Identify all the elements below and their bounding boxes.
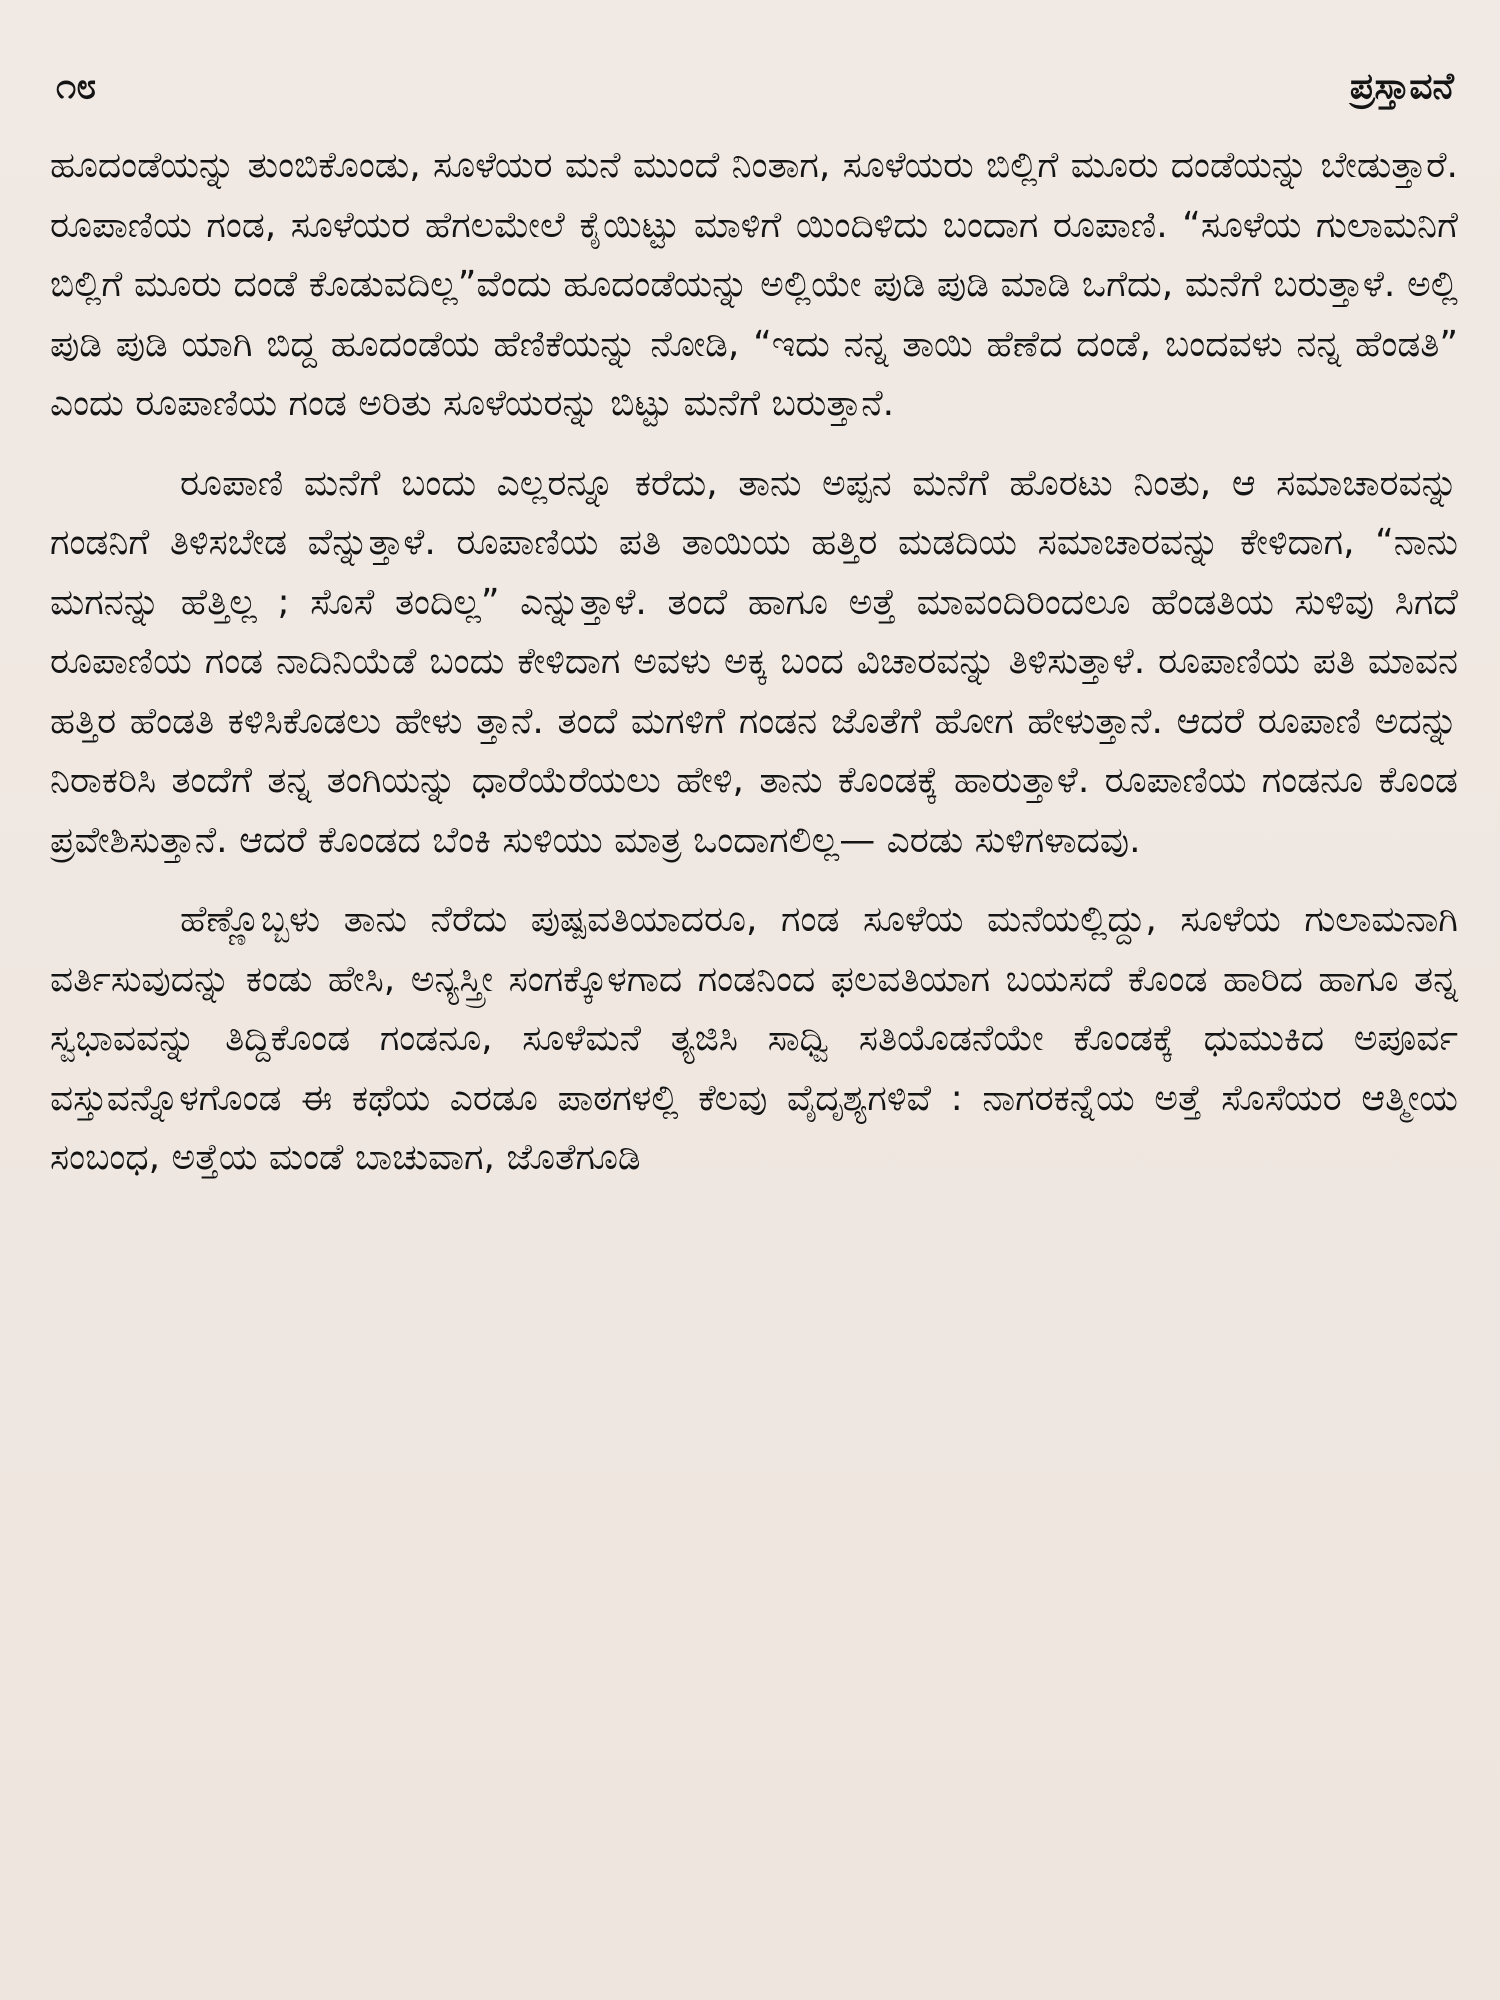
paragraph-1: ಹೂದಂಡೆಯನ್ನು ತುಂಬಿಕೊಂಡು, ಸೂಳೆಯರ ಮನೆ ಮುಂದೆ ನಿಂತಾಗ, ಸೂಳೆಯರು ಬಿಲ್ಲಿಗೆ ಮೂರು ದಂಡೆಯನ್ನು ಬೇಡುತ್ತಾರೆ. ರೂಪಾಣಿಯ ಗಂಡ, ಸೂಳೆಯರ ಹೆಗಲಮೇಲೆ ಕೈಯಿಟ್ಟು ಮಾಳಿಗೆ ಯಿಂದಿಳಿದು ಬಂದಾಗ ರೂಪಾಣಿ. “ಸೂಳೆಯ ಗುಲಾಮನಿಗೆ ಬಿಲ್ಲಿಗೆ ಮೂರು ದಂಡೆ ಕೊಡುವದಿಲ್ಲ”ವೆಂದು ಹೂದಂಡೆಯನ್ನು ಅಲ್ಲಿಯೇ ಪುಡಿ ಪುಡಿ ಮಾಡಿ ಒಗೆದು, ಮನೆಗೆ ಬರುತ್ತಾಳೆ. ಅಲ್ಲಿ ಪುಡಿ ಪುಡಿ ಯಾಗಿ ಬಿದ್ದ ಹೂದಂಡೆಯ ಹೆಣಿಕೆಯನ್ನು ನೋಡಿ, “ಇದು ನನ್ನ ತಾಯಿ ಹೆಣೆದ ದಂಡೆ, ಬಂದವಳು ನನ್ನ ಹೆಂಡತಿ” ಎಂದು ರೂಪಾಣಿಯ ಗಂಡ ಅರಿತು ಸೂಳೆಯರನ್ನು ಬಿಟ್ಟು ಮನೆಗೆ ಬರುತ್ತಾನೆ. — [50, 145, 1458, 424]
page-number: ೧೮ — [56, 66, 97, 107]
paragraph-3: ಹೆಣ್ಣೊಬ್ಬಳು ತಾನು ನೆರೆದು ಪುಷ್ಪವತಿಯಾದರೂ, ಗಂಡ ಸೂಳೆಯ ಮನೆಯಲ್ಲಿದ್ದು, ಸೂಳೆಯ ಗುಲಾಮನಾಗಿ ವರ್ತಿಸುವುದನ್ನು ಕಂಡು ಹೇಸಿ, ಅನ್ಯಸ್ತ್ರೀ ಸಂಗಕ್ಕೊಳಗಾದ ಗಂಡನಿಂದ ಫಲವತಿಯಾಗ ಬಯಸದೆ ಕೊಂಡ ಹಾರಿದ ಹಾಗೂ ತನ್ನ ಸ್ವಭಾವವನ್ನು ತಿದ್ದಿಕೊಂಡ ಗಂಡನೂ, ಸೂಳೆಮನೆ ತ್ಯಜಿಸಿ ಸಾಧ್ವಿ ಸತಿಯೊಡನೆಯೇ ಕೊಂಡಕ್ಕೆ ಧುಮುಕಿದ ಅಪೂರ್ವ ವಸ್ತುವನ್ನೊಳಗೊಂಡ ಈ ಕಥೆಯ ಎರಡೂ ಪಾಠಗಳಲ್ಲಿ ಕೆಲವು ವೈದೃಶ್ಯಗಳಿವೆ : ನಾಗರಕನ್ನೆಯ ಅತ್ತೆ ಸೊಸೆಯರ ಆತ್ಮೀಯ ಸಂಬಂಧ, ಅತ್ತೆಯ ಮಂಡೆ ಬಾಚುವಾಗ, ಜೊತೆಗೂಡಿ — [50, 899, 1458, 1178]
running-title: ಪ್ರಸ್ತಾವನೆ — [1349, 66, 1454, 107]
paragraph-2: ರೂಪಾಣಿ ಮನೆಗೆ ಬಂದು ಎಲ್ಲರನ್ನೂ ಕರೆದು, ತಾನು ಅಪ್ಪನ ಮನೆಗೆ ಹೊರಟು ನಿಂತು, ಆ ಸಮಾಚಾರವನ್ನು ಗಂಡನಿಗೆ ತಿಳಿಸಬೇಡ ವೆನ್ನುತ್ತಾಳೆ. ರೂಪಾಣಿಯ ಪತಿ ತಾಯಿಯ ಹತ್ತಿರ ಮಡದಿಯ ಸಮಾಚಾರವನ್ನು ಕೇಳಿದಾಗ, “ನಾನು ಮಗನನ್ನು ಹೆತ್ತಿಲ್ಲ ; ಸೊಸೆ ತಂದಿಲ್ಲ” ಎನ್ನುತ್ತಾಳೆ. ತಂದೆ ಹಾಗೂ ಅತ್ತೆ ಮಾವಂದಿರಿಂದಲೂ ಹೆಂಡತಿಯ ಸುಳಿವು ಸಿಗದೆ ರೂಪಾಣಿಯ ಗಂಡ ನಾದಿನಿಯೆಡೆ ಬಂದು ಕೇಳಿದಾಗ ಅವಳು ಅಕ್ಕ ಬಂದ ವಿಚಾರವನ್ನು ತಿಳಿಸುತ್ತಾಳೆ. ರೂಪಾಣಿಯ ಪತಿ ಮಾವನ ಹತ್ತಿರ ಹೆಂಡತಿ ಕಳಿಸಿಕೊಡಲು ಹೇಳು ತ್ತಾನೆ. ತಂದೆ ಮಗಳಿಗೆ ಗಂಡನ ಜೊತೆಗೆ ಹೋಗ ಹೇಳುತ್ತಾನೆ. ಆದರೆ ರೂಪಾಣಿ ಅದನ್ನು ನಿರಾಕರಿಸಿ ತಂದೆಗೆ ತನ್ನ ತಂಗಿಯನ್ನು ಧಾರೆಯೆರೆಯಲು ಹೇಳಿ, ತಾನು ಕೊಂಡಕ್ಕೆ ಹಾರುತ್ತಾಳೆ. ರೂಪಾಣಿಯ ಗಂಡನೂ ಕೊಂಡ ಪ್ರವೇಶಿಸುತ್ತಾನೆ. ಆದರೆ ಕೊಂಡದ ಬೆಂಕಿ ಸುಳಿಯು ಮಾತ್ರ ಒಂದಾಗಲಿಲ್ಲ— ಎರಡು ಸುಳಿಗಳಾದವು. — [50, 462, 1458, 861]
running-header — [50, 66, 1458, 136]
